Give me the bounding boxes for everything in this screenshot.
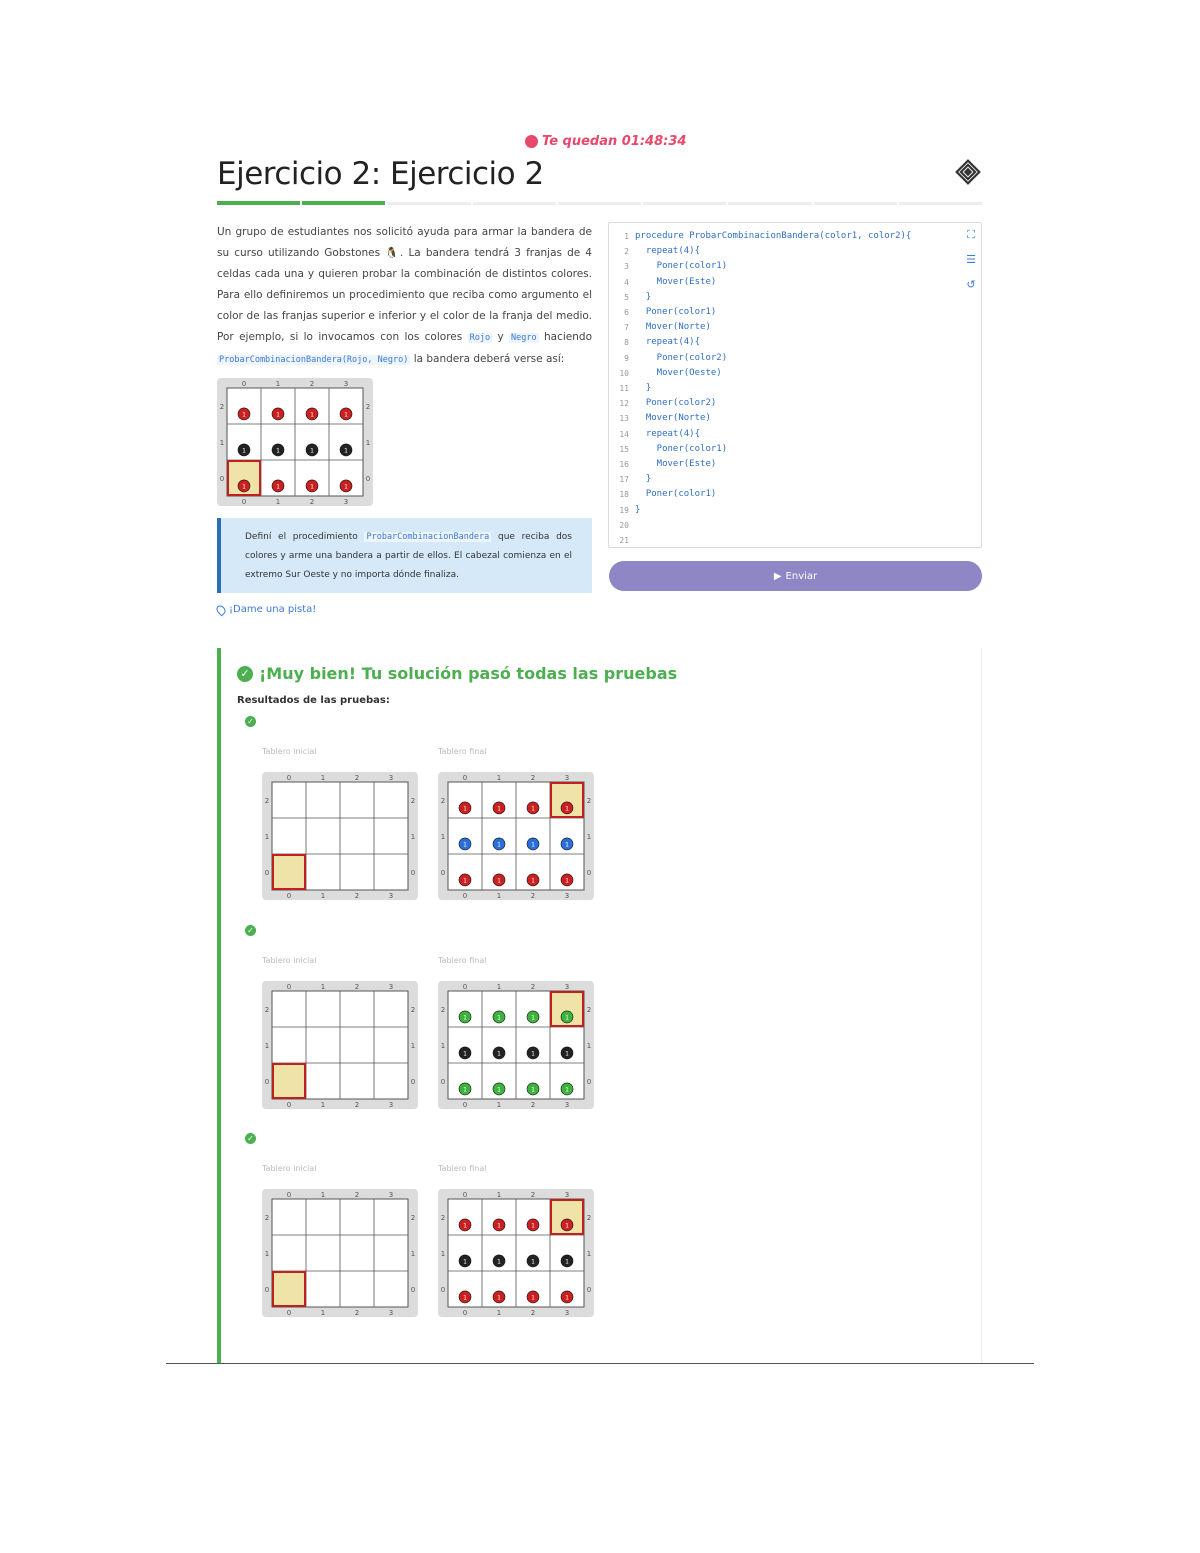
code-line: Poner(color2) bbox=[635, 398, 717, 409]
ball-count: 1 bbox=[565, 1086, 569, 1094]
ball-count: 1 bbox=[344, 483, 348, 491]
row-label: 1 bbox=[440, 1042, 446, 1050]
row-label: 1 bbox=[365, 439, 371, 447]
ball-count: 1 bbox=[531, 841, 535, 849]
row-label: 1 bbox=[264, 833, 270, 841]
ball-count: 1 bbox=[463, 805, 467, 813]
board-head bbox=[273, 1272, 305, 1306]
line-number: 19 bbox=[619, 505, 629, 515]
ball-count: 1 bbox=[463, 1086, 467, 1094]
column-label: 3 bbox=[388, 983, 394, 991]
column-label: 2 bbox=[309, 380, 315, 388]
ball-count: 1 bbox=[497, 1050, 501, 1058]
ball-count: 1 bbox=[497, 805, 501, 813]
line-number: 14 bbox=[619, 429, 629, 439]
instruction-text: Definí el procedimiento bbox=[245, 532, 365, 542]
row-label: 2 bbox=[440, 797, 446, 805]
line-number: 17 bbox=[619, 475, 629, 485]
column-label: 1 bbox=[496, 1191, 502, 1199]
instruction-box bbox=[217, 518, 592, 593]
code-line bbox=[635, 518, 911, 533]
column-label: 1 bbox=[320, 1101, 326, 1109]
column-label: 0 bbox=[241, 380, 247, 388]
line-number: 8 bbox=[624, 338, 629, 348]
row-label: 1 bbox=[410, 833, 416, 841]
line-number: 11 bbox=[619, 384, 629, 394]
ball-count: 1 bbox=[463, 877, 467, 885]
ball-count: 1 bbox=[565, 1222, 569, 1230]
row-label: 2 bbox=[365, 403, 371, 411]
code-invocation: ProbarCombinacionBandera(Rojo, Negro) bbox=[219, 355, 409, 365]
column-label: 0 bbox=[286, 1309, 292, 1317]
final-board-label: Tablero final bbox=[438, 747, 487, 756]
code-line: Poner(color1) bbox=[635, 443, 728, 454]
row-label: 0 bbox=[440, 1078, 446, 1086]
final-board bbox=[438, 1189, 594, 1317]
ball-count: 1 bbox=[463, 1258, 467, 1266]
column-label: 3 bbox=[388, 774, 394, 782]
ball-count: 1 bbox=[497, 877, 501, 885]
code-line: Mover(Norte) bbox=[635, 322, 711, 333]
ball-count: 1 bbox=[565, 841, 569, 849]
line-number: 12 bbox=[619, 399, 629, 409]
line-number: 15 bbox=[619, 444, 629, 454]
line-number: 3 bbox=[624, 262, 629, 272]
code-negro: Negro bbox=[511, 333, 537, 343]
line-number: 10 bbox=[619, 368, 629, 378]
column-label: 0 bbox=[286, 892, 292, 900]
lightbulb-icon bbox=[215, 603, 228, 616]
row-label: 0 bbox=[440, 869, 446, 877]
column-label: 3 bbox=[388, 1191, 394, 1199]
column-label: 0 bbox=[462, 983, 468, 991]
column-label: 1 bbox=[320, 1191, 326, 1199]
timer bbox=[525, 134, 686, 149]
code-line: } bbox=[635, 383, 652, 394]
ball-count: 1 bbox=[310, 483, 314, 491]
hint-label: ¡Dame una pista! bbox=[229, 604, 317, 615]
code-line: Poner(color1) bbox=[635, 489, 717, 500]
ball-count: 1 bbox=[565, 1014, 569, 1022]
row-label: 0 bbox=[365, 475, 371, 483]
ball-count: 1 bbox=[242, 447, 246, 455]
code-line: } bbox=[635, 291, 652, 302]
row-label: 1 bbox=[440, 833, 446, 841]
ball-count: 1 bbox=[497, 841, 501, 849]
column-label: 1 bbox=[320, 983, 326, 991]
code-rojo: Rojo bbox=[469, 333, 491, 343]
code-line: Mover(Norte) bbox=[635, 413, 711, 424]
column-label: 2 bbox=[354, 1309, 360, 1317]
line-number: 16 bbox=[619, 460, 629, 470]
column-label: 3 bbox=[564, 1191, 570, 1199]
row-label: 2 bbox=[586, 797, 592, 805]
ball-count: 1 bbox=[242, 483, 246, 491]
ball-count: 1 bbox=[463, 1014, 467, 1022]
column-label: 1 bbox=[496, 892, 502, 900]
initial-board bbox=[262, 981, 418, 1109]
row-label: 1 bbox=[586, 1250, 592, 1258]
row-label: 1 bbox=[410, 1042, 416, 1050]
check-circle-icon: ✓ bbox=[237, 666, 253, 682]
column-label: 3 bbox=[388, 1101, 394, 1109]
line-number: 9 bbox=[624, 353, 629, 363]
test-passed-icon: ✓ bbox=[245, 716, 256, 727]
line-number: 5 bbox=[624, 292, 629, 302]
submit-label: Enviar bbox=[785, 570, 818, 582]
progress-segment[interactable] bbox=[728, 202, 811, 205]
code-content[interactable] bbox=[635, 229, 911, 548]
row-label: 0 bbox=[264, 1078, 270, 1086]
row-label: 1 bbox=[264, 1250, 270, 1258]
code-line: repeat(4){ bbox=[635, 428, 701, 439]
code-line: Poner(color1) bbox=[635, 307, 717, 318]
ball-count: 1 bbox=[310, 411, 314, 419]
code-editor[interactable] bbox=[608, 222, 982, 548]
page-divider bbox=[166, 1363, 1034, 1364]
row-label: 2 bbox=[219, 403, 225, 411]
line-number: 18 bbox=[619, 490, 629, 500]
ball-count: 1 bbox=[242, 411, 246, 419]
ball-count: 1 bbox=[531, 877, 535, 885]
row-label: 0 bbox=[264, 1286, 270, 1294]
board-head bbox=[273, 855, 305, 889]
row-label: 0 bbox=[586, 1078, 592, 1086]
column-label: 1 bbox=[496, 774, 502, 782]
code-line: repeat(4){ bbox=[635, 246, 701, 257]
row-label: 2 bbox=[264, 1006, 270, 1014]
ball-count: 1 bbox=[565, 1258, 569, 1266]
progress-segment[interactable] bbox=[814, 202, 897, 205]
ball-count: 1 bbox=[531, 1222, 535, 1230]
code-line: procedure ProbarCombinacionBandera(color1, color2){ bbox=[635, 231, 912, 241]
row-label: 1 bbox=[440, 1250, 446, 1258]
line-number: 21 bbox=[619, 536, 629, 546]
ball-count: 1 bbox=[565, 1050, 569, 1058]
column-label: 0 bbox=[462, 892, 468, 900]
reset-icon[interactable]: ↺ bbox=[966, 278, 976, 291]
row-label: 2 bbox=[410, 1006, 416, 1014]
progress-segment[interactable] bbox=[558, 202, 641, 205]
row-label: 0 bbox=[410, 869, 416, 877]
ball-count: 1 bbox=[497, 1294, 501, 1302]
column-label: 0 bbox=[462, 1101, 468, 1109]
row-label: 1 bbox=[264, 1042, 270, 1050]
ball-count: 1 bbox=[463, 841, 467, 849]
code-line: Mover(Este) bbox=[635, 276, 717, 287]
final-board-label: Tablero final bbox=[438, 1164, 487, 1173]
progress-segment[interactable] bbox=[899, 202, 982, 205]
row-label: 0 bbox=[586, 1286, 592, 1294]
row-label: 0 bbox=[410, 1078, 416, 1086]
initial-board bbox=[262, 1189, 418, 1317]
play-icon: ▶ bbox=[773, 570, 782, 582]
page-title: Ejercicio 2: Ejercicio 2 bbox=[217, 156, 544, 192]
initial-board bbox=[262, 772, 418, 900]
description-text: la bandera deberá verse así: bbox=[410, 353, 565, 365]
ball-count: 1 bbox=[276, 411, 280, 419]
ball-count: 1 bbox=[565, 877, 569, 885]
column-label: 2 bbox=[309, 498, 315, 506]
expand-icon[interactable]: ⛶ bbox=[967, 228, 975, 241]
progress-segment[interactable] bbox=[473, 202, 556, 205]
row-label: 2 bbox=[586, 1214, 592, 1222]
progress-segment[interactable] bbox=[217, 201, 300, 205]
ball-count: 1 bbox=[531, 1258, 535, 1266]
hint-link[interactable] bbox=[217, 604, 316, 615]
line-number: 2 bbox=[624, 247, 629, 257]
initial-board-label: Tablero inicial bbox=[262, 956, 317, 965]
column-label: 1 bbox=[320, 774, 326, 782]
row-label: 2 bbox=[410, 1214, 416, 1222]
ball-count: 1 bbox=[531, 805, 535, 813]
ball-count: 1 bbox=[344, 447, 348, 455]
final-board-label: Tablero final bbox=[438, 956, 487, 965]
column-label: 0 bbox=[286, 1101, 292, 1109]
code-procedure-name: ProbarCombinacionBandera bbox=[366, 532, 490, 542]
row-label: 0 bbox=[264, 869, 270, 877]
exercise-description bbox=[217, 222, 592, 371]
column-label: 2 bbox=[530, 1191, 536, 1199]
column-label: 2 bbox=[354, 1101, 360, 1109]
column-label: 3 bbox=[564, 1101, 570, 1109]
row-label: 0 bbox=[586, 869, 592, 877]
clock-icon bbox=[525, 135, 538, 148]
final-board bbox=[438, 772, 594, 900]
results-panel bbox=[217, 648, 982, 1363]
column-label: 1 bbox=[275, 498, 281, 506]
row-label: 2 bbox=[410, 797, 416, 805]
column-label: 2 bbox=[354, 774, 360, 782]
progress-segment[interactable] bbox=[643, 202, 726, 205]
progress-segment[interactable] bbox=[302, 201, 385, 205]
row-label: 0 bbox=[440, 1286, 446, 1294]
column-label: 0 bbox=[462, 1191, 468, 1199]
initial-board-label: Tablero inicial bbox=[262, 747, 317, 756]
column-label: 3 bbox=[343, 498, 349, 506]
instruction-text: que reciba dos colores y arme una bandera a partir de ellos. El cabezal comienza en el extremo Sur Oeste y no importa dónde finaliza. bbox=[245, 532, 572, 580]
column-label: 3 bbox=[564, 983, 570, 991]
exercise-progress bbox=[217, 201, 982, 206]
column-label: 2 bbox=[354, 892, 360, 900]
ball-count: 1 bbox=[565, 805, 569, 813]
ball-count: 1 bbox=[497, 1086, 501, 1094]
test-passed-icon: ✓ bbox=[245, 925, 256, 936]
line-number: 13 bbox=[619, 414, 629, 424]
row-label: 0 bbox=[410, 1286, 416, 1294]
row-label: 2 bbox=[440, 1214, 446, 1222]
ball-count: 1 bbox=[344, 411, 348, 419]
timer-text: Te quedan 01:48:34 bbox=[542, 134, 687, 149]
column-label: 3 bbox=[388, 892, 394, 900]
line-number: 4 bbox=[624, 277, 629, 287]
line-number: 1 bbox=[624, 232, 629, 241]
results-subtitle: Resultados de las pruebas: bbox=[237, 695, 390, 706]
initial-board-label: Tablero inicial bbox=[262, 1164, 317, 1173]
column-label: 0 bbox=[462, 774, 468, 782]
ball-count: 1 bbox=[531, 1294, 535, 1302]
ball-count: 1 bbox=[276, 447, 280, 455]
ball-count: 1 bbox=[276, 483, 280, 491]
column-label: 3 bbox=[564, 892, 570, 900]
column-label: 3 bbox=[564, 1309, 570, 1317]
progress-segment[interactable] bbox=[387, 202, 470, 205]
example-board bbox=[217, 378, 373, 506]
column-label: 2 bbox=[530, 1101, 536, 1109]
ball-count: 1 bbox=[565, 1294, 569, 1302]
line-numbers bbox=[609, 229, 629, 548]
code-line: Mover(Este) bbox=[635, 459, 717, 470]
results-title-text: ¡Muy bien! Tu solución pasó todas las pruebas bbox=[259, 664, 678, 683]
ball-count: 1 bbox=[531, 1086, 535, 1094]
gobstones-logo-icon bbox=[952, 156, 984, 188]
ball-count: 1 bbox=[463, 1222, 467, 1230]
description-text: haciendo bbox=[538, 331, 592, 343]
column-label: 2 bbox=[530, 1309, 536, 1317]
test-passed-icon: ✓ bbox=[245, 1133, 256, 1144]
code-line: } bbox=[635, 504, 641, 515]
column-label: 0 bbox=[241, 498, 247, 506]
column-label: 0 bbox=[462, 1309, 468, 1317]
ball-count: 1 bbox=[497, 1258, 501, 1266]
column-label: 1 bbox=[496, 1101, 502, 1109]
column-label: 3 bbox=[388, 1309, 394, 1317]
final-board bbox=[438, 981, 594, 1109]
row-label: 1 bbox=[586, 1042, 592, 1050]
line-number: 7 bbox=[624, 323, 629, 333]
row-label: 1 bbox=[586, 833, 592, 841]
column-label: 1 bbox=[320, 1309, 326, 1317]
board-head bbox=[273, 1064, 305, 1098]
results-title bbox=[237, 664, 677, 683]
code-line bbox=[635, 533, 911, 548]
description-text: Un grupo de estudiantes nos solicitó ayuda para armar la bandera de su curso utilizando Gobstones 🐧. La bandera tendrá 3 franjas de 4 celdas cada una y quieren probar la combinación de distintos colores. Para ello definiremos un procedimiento que reciba como argumento el color de las franjas superior e inferior y el color de la franja del medio. Por ejemplo, si lo invocamos con los colores bbox=[217, 226, 592, 343]
column-label: 1 bbox=[320, 892, 326, 900]
code-line: Poner(color2) bbox=[635, 352, 728, 363]
column-label: 0 bbox=[286, 983, 292, 991]
column-label: 3 bbox=[343, 380, 349, 388]
column-label: 1 bbox=[275, 380, 281, 388]
column-label: 0 bbox=[286, 774, 292, 782]
column-label: 2 bbox=[354, 1191, 360, 1199]
ball-count: 1 bbox=[463, 1294, 467, 1302]
column-label: 0 bbox=[286, 1191, 292, 1199]
line-number: 6 bbox=[624, 308, 629, 318]
code-line: } bbox=[635, 474, 652, 485]
ball-count: 1 bbox=[310, 447, 314, 455]
column-label: 3 bbox=[564, 774, 570, 782]
ball-count: 1 bbox=[497, 1222, 501, 1230]
column-label: 2 bbox=[530, 983, 536, 991]
ball-count: 1 bbox=[531, 1050, 535, 1058]
ball-count: 1 bbox=[531, 1014, 535, 1022]
ball-count: 1 bbox=[463, 1050, 467, 1058]
row-label: 0 bbox=[219, 475, 225, 483]
code-line: repeat(4){ bbox=[635, 337, 701, 348]
ball-count: 1 bbox=[497, 1014, 501, 1022]
column-label: 1 bbox=[496, 983, 502, 991]
column-label: 2 bbox=[530, 774, 536, 782]
column-label: 2 bbox=[354, 983, 360, 991]
row-label: 2 bbox=[264, 797, 270, 805]
row-label: 1 bbox=[410, 1250, 416, 1258]
row-label: 2 bbox=[440, 1006, 446, 1014]
description-text: y bbox=[492, 331, 510, 343]
submit-button[interactable] bbox=[609, 561, 982, 591]
code-line: Poner(color1) bbox=[635, 261, 728, 272]
row-label: 2 bbox=[264, 1214, 270, 1222]
row-label: 2 bbox=[586, 1006, 592, 1014]
column-label: 1 bbox=[496, 1309, 502, 1317]
column-label: 2 bbox=[530, 892, 536, 900]
list-icon[interactable]: ☰ bbox=[966, 253, 976, 266]
code-line: Mover(Oeste) bbox=[635, 367, 722, 378]
row-label: 1 bbox=[219, 439, 225, 447]
line-number: 20 bbox=[619, 520, 629, 530]
